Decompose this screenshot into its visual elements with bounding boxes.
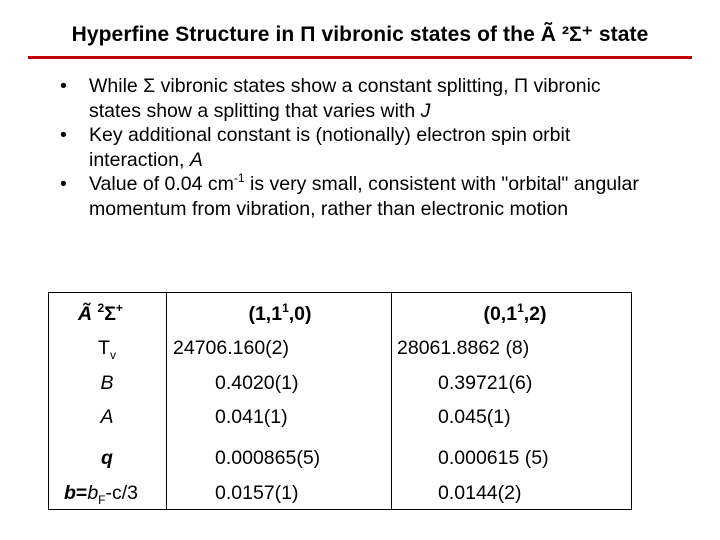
row-label-b: B: [100, 372, 114, 394]
bullet-item: [58, 123, 658, 172]
bullet-item: [58, 74, 658, 123]
row-value: 0.045(1): [438, 406, 511, 428]
row-label-tv: $T_v$: [98, 337, 116, 362]
table-column-divider: [166, 292, 167, 510]
bullet-italic: J: [420, 99, 431, 122]
row-value: 0.39721(6): [438, 372, 533, 394]
table-column-divider: [391, 292, 392, 510]
row-value: 28061.8862 (8): [397, 337, 530, 359]
bullet-text: While Σ vibronic states show a constant splitting, Π vibronic states show a splitting that varies with: [89, 75, 601, 122]
row-label-a: A: [100, 406, 114, 428]
header-vibronic-2: $(0,1^1,2)$: [483, 300, 547, 325]
title-divider: [28, 56, 692, 59]
bullet-superscript: -1: [233, 170, 245, 185]
header-state: Ã $^2$Σ+: [78, 300, 123, 325]
bullet-list: [58, 74, 658, 221]
row-value: 0.0144(2): [438, 482, 522, 504]
row-value: 0.000865(5): [215, 447, 321, 469]
row-value: 0.000615 (5): [438, 447, 549, 469]
row-value: 0.0157(1): [215, 482, 299, 504]
bullet-italic: A: [189, 148, 203, 171]
row-value: 24706.160(2): [173, 337, 290, 359]
bullet-text: Key additional constant is (notionally) electron spin orbit interaction,: [89, 124, 571, 171]
header-vibronic-1: $(1,1^1,0)$: [248, 300, 312, 325]
row-label-q: q: [101, 447, 113, 469]
row-value: 0.041(1): [215, 406, 288, 428]
slide-title: Hyperfine Structure in Π vibronic states of the Ã ²Σ⁺ state: [71, 23, 649, 46]
row-value: 0.4020(1): [215, 372, 299, 394]
bullet-item: [58, 172, 658, 221]
row-label-b-fermi: $b=b_F-c/3$: [64, 482, 139, 507]
bullet-text: is very small, consistent with "orbital" angular momentum from vibration, rather than electronic motion: [89, 173, 639, 220]
bullet-text: Value of 0.04 cm: [89, 173, 234, 195]
